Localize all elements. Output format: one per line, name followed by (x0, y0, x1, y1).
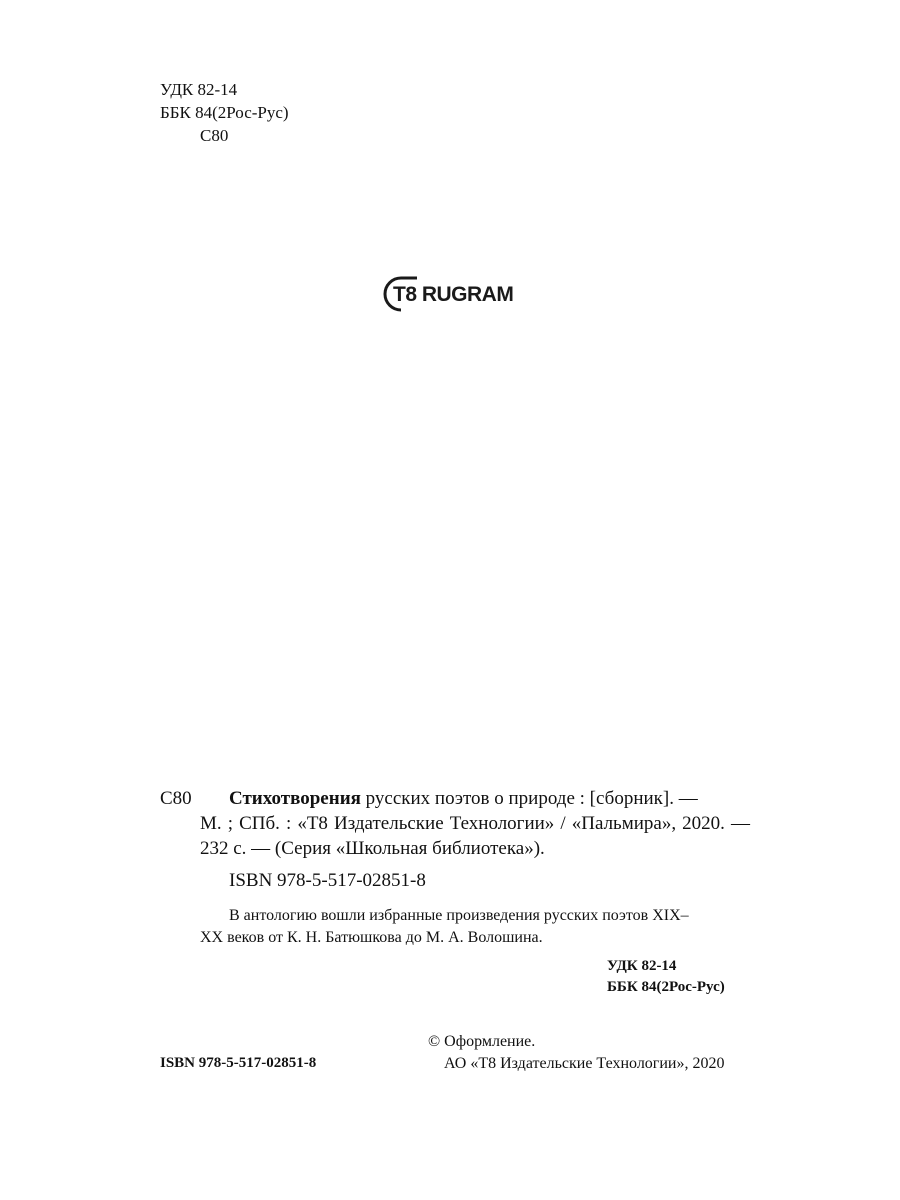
copyright (428, 1031, 725, 1075)
udk-code: УДК 82-14 (160, 80, 238, 99)
isbn-entry: ISBN 978-5-517-02851-8 (229, 870, 426, 891)
top-classification (160, 78, 289, 147)
bbk-code: ББК 84(2Рос-Рус) (160, 103, 289, 122)
bibliographic-entry (160, 786, 750, 861)
bottom-bbk-code: ББК 84(2Рос-Рус) (607, 979, 725, 995)
isbn-bottom: ISBN 978-5-517-02851-8 (160, 1055, 317, 1071)
entry-author-mark: С80 (160, 788, 192, 809)
copyright-holder: АО «Т8 Издательские Технологии», 2020 (444, 1055, 725, 1072)
copyright-line-1: © Оформление. (428, 1033, 536, 1050)
entry-title: Стихотворения (229, 788, 361, 809)
annotation (200, 905, 748, 949)
publisher-logo (383, 274, 523, 314)
bottom-udk-code: УДК 82-14 (607, 958, 677, 974)
entry-publication-details: М. ; СПб. : «Т8 Издательские Технологии» / «Пальмира», 2020. — 232 с. — (Серия «Школьная библиотека»). (200, 813, 750, 859)
entry-first-line-rest: русских поэтов о природе : [сборник]. — (360, 788, 698, 809)
annotation-line-1: В антологию вошли избранные произведения русских поэтов XIX– (229, 907, 689, 924)
annotation-line-2: XX веков от К. Н. Батюшкова до М. А. Волошина. (200, 929, 543, 946)
entry-first-line (200, 786, 750, 811)
logo-text: T8 RUGRAM (393, 283, 514, 306)
entry-text (200, 786, 750, 861)
bottom-classification (607, 956, 725, 998)
author-mark: С80 (200, 126, 229, 145)
